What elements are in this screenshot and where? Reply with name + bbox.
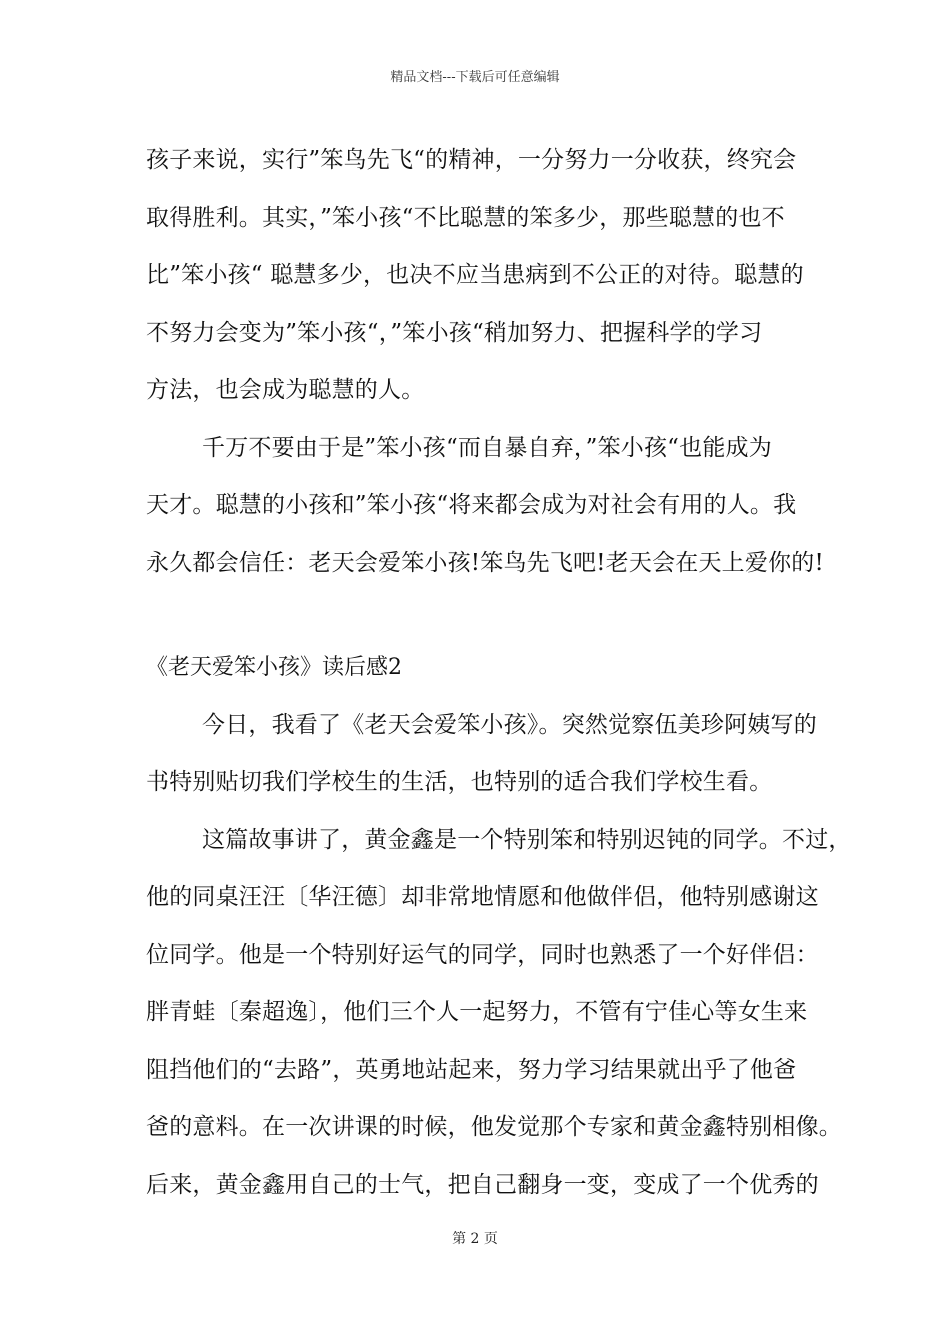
- paragraph-2: [146, 420, 826, 593]
- text-line: 取得胜利。其实，”笨小孩“不比聪慧的笨多少，那些聪慧的也不: [146, 204, 785, 231]
- text-line: 方法，也会成为聪慧的人。: [146, 377, 425, 403]
- text-line: 孩子来说，实行”笨鸟先飞“的精神，一分努力一分收获，终究会: [146, 147, 797, 173]
- text-line: 这篇故事讲了，黄金鑫是一个特别笨和特别迟钝的同学。不过，: [202, 826, 852, 853]
- paragraph-4: [146, 812, 852, 1215]
- page-header: 精品文档---下载后可任意编辑: [390, 70, 560, 85]
- document-body: [146, 132, 852, 1214]
- paragraph-1: [146, 132, 826, 420]
- text-line: 今日，我看了《老天会爱笨小孩》。突然觉察伍美珍阿姨写的: [202, 711, 817, 738]
- paragraph-3: [146, 697, 826, 812]
- text-line: 位同学。他是一个特别好运气的同学，同时也熟悉了一个好伴侣：: [146, 941, 819, 968]
- text-line: 胖青蛙〔秦超逸〕，他们三个人一起努力，不管有宁佳心等女生来: [146, 999, 808, 1025]
- text-line: 天才。聪慧的小孩和”笨小孩“将来都会成为对社会有用的人。我: [146, 492, 797, 518]
- page-number: 第 2 页: [452, 1231, 498, 1247]
- section-title: 《老天爱笨小孩》读后感2: [146, 655, 402, 680]
- text-line: 后来，黄金鑫用自己的士气，把自己翻身一变，变成了一个优秀的: [146, 1171, 819, 1198]
- text-line: 永久都会信任：老天会爱笨小孩!笨鸟先飞吧!老天会在天上爱你的!: [146, 549, 824, 576]
- text-line: 不努力会变为”笨小孩“，”笨小孩“稍加努力、把握科学的学习: [146, 319, 763, 346]
- text-line: 比”笨小孩“ 聪慧多少，也决不应当患病到不公正的对待。聪慧的: [146, 262, 804, 288]
- text-line: 爸的意料。在一次讲课的时候，他发觉那个专家和黄金鑫特别相像。: [146, 1114, 842, 1140]
- text-line: 阻挡他们的“去路”，英勇地站起来，努力学习结果就出乎了他爸: [146, 1056, 797, 1083]
- text-line: 书特别贴切我们学校生的生活，也特别的适合我们学校生看。: [146, 769, 773, 795]
- text-line: 千万不要由于是”笨小孩“而自暴自弃，”笨小孩“也能成为: [202, 434, 772, 461]
- text-line: 他的同桌汪汪〔华汪德〕却非常地情愿和他做伴侣，他特别感谢这: [146, 884, 819, 910]
